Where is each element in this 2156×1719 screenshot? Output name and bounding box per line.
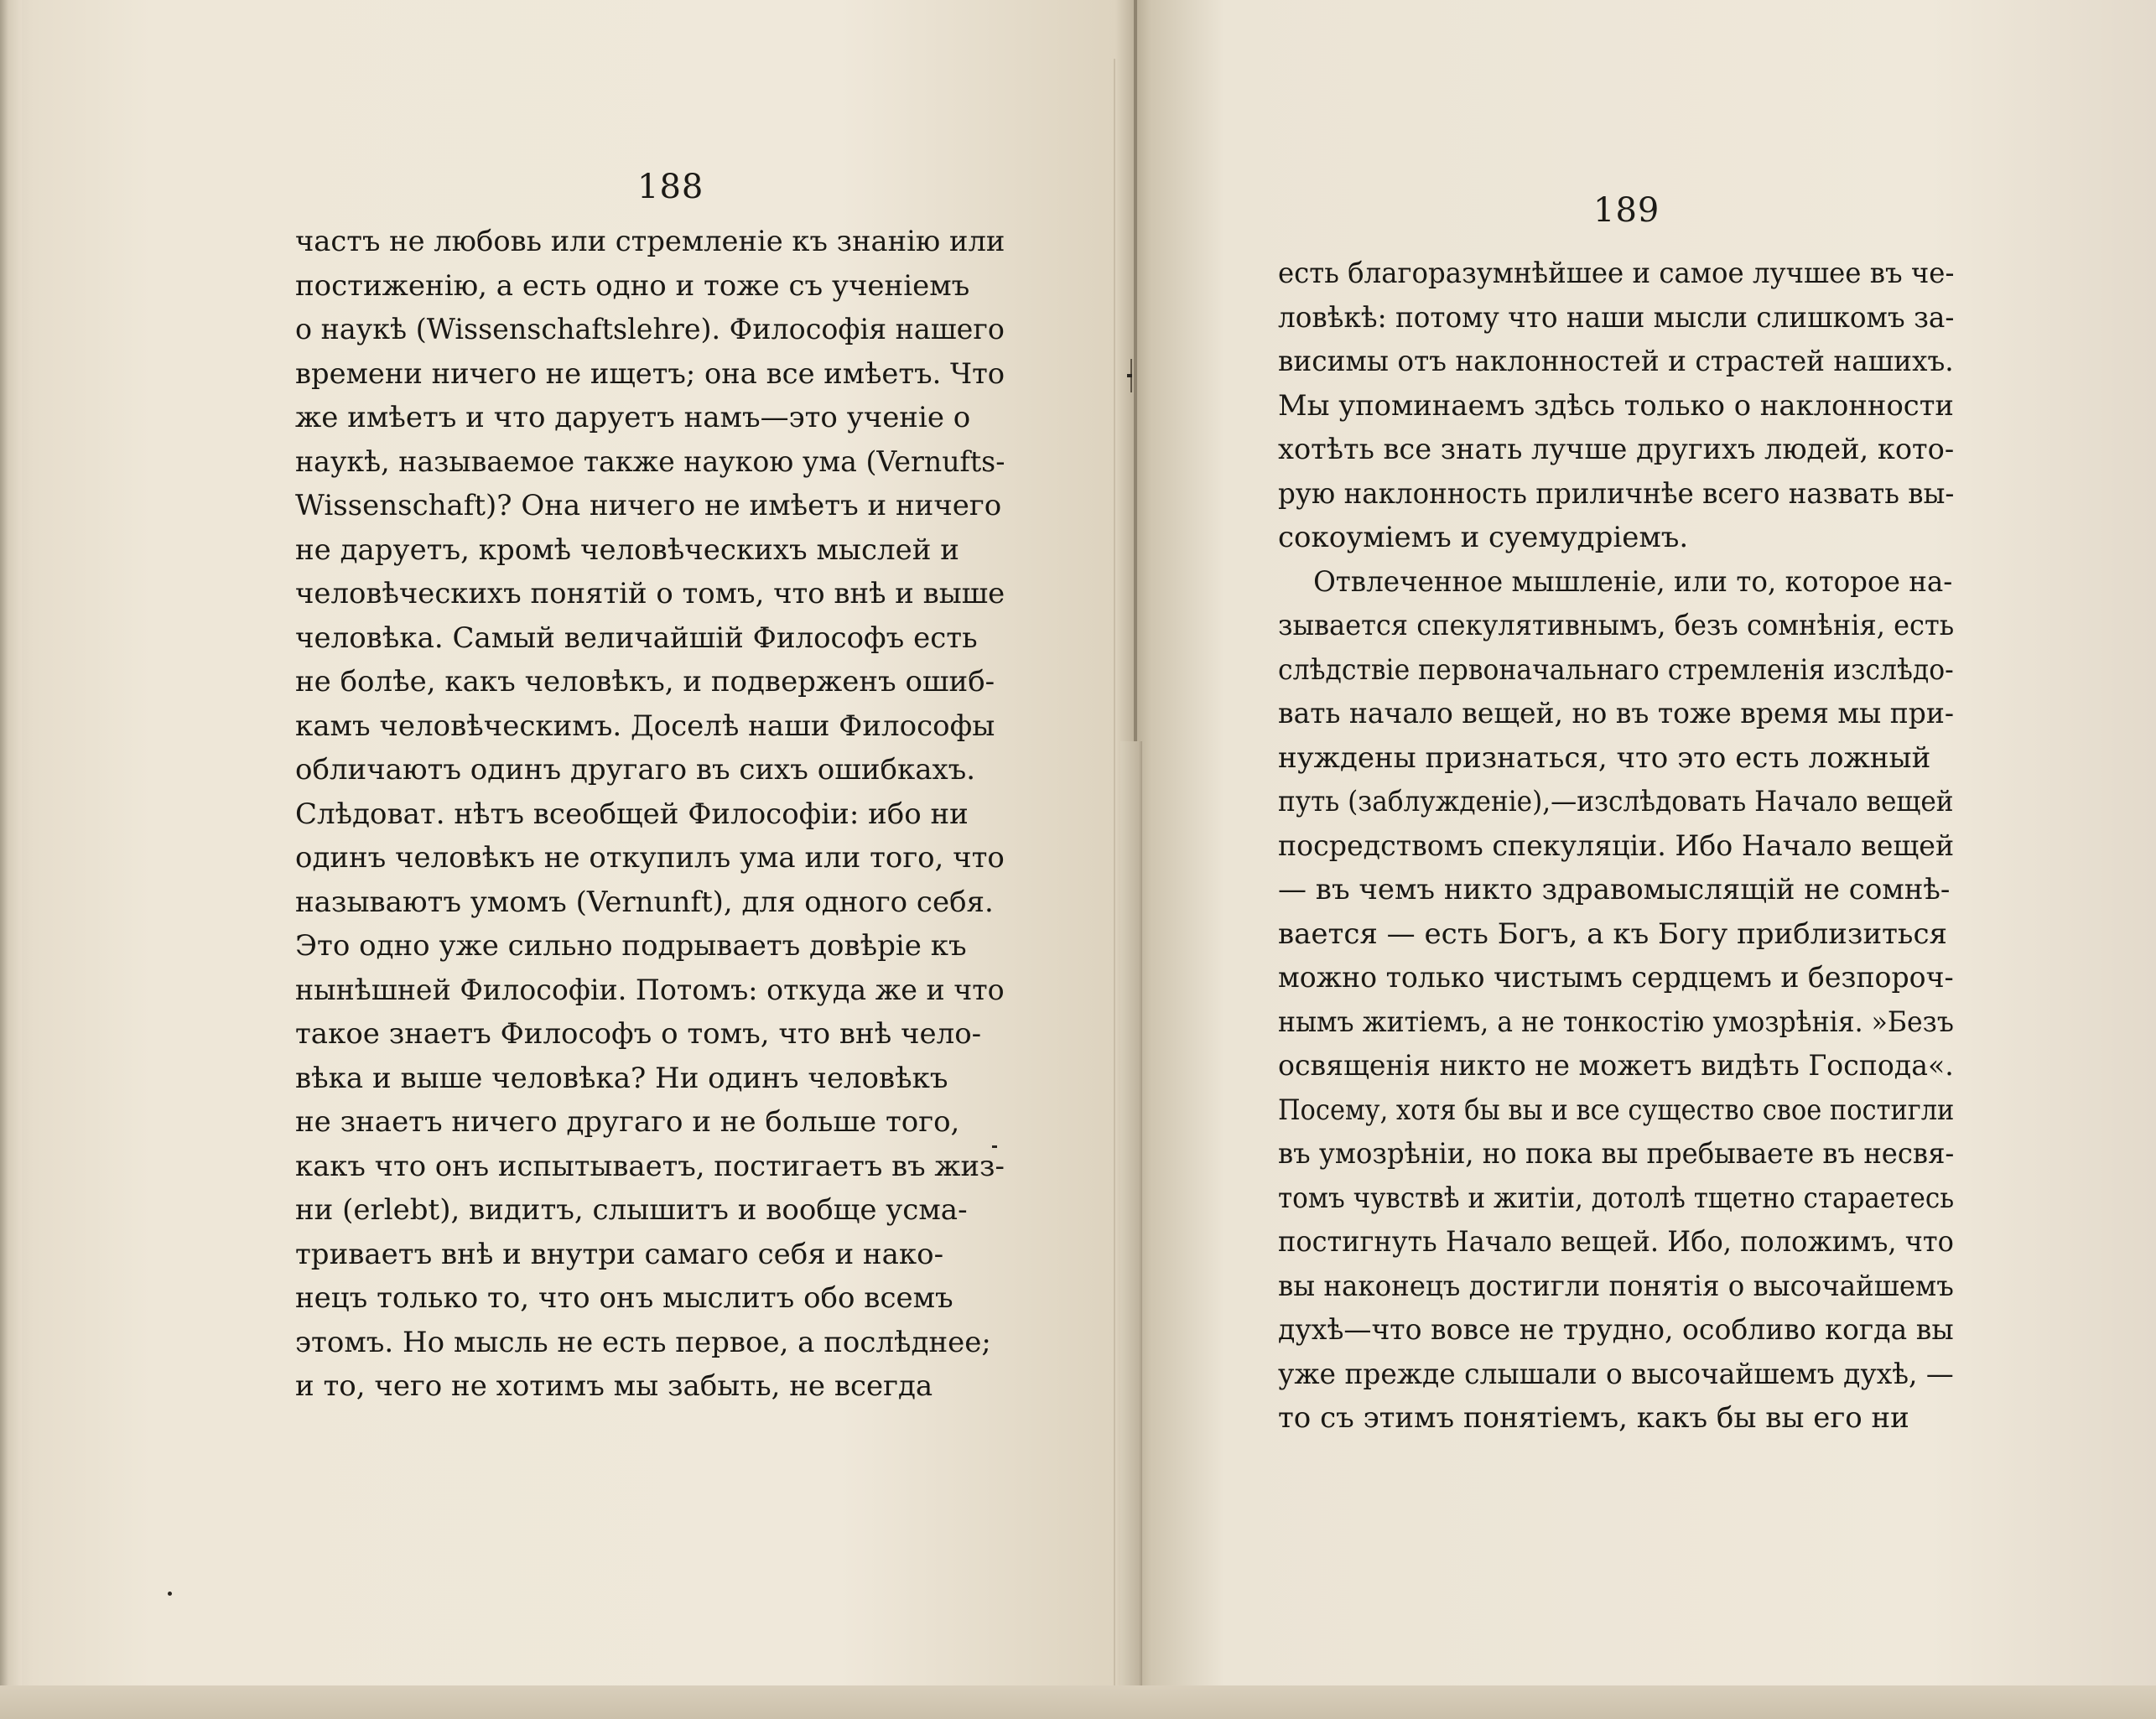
text-line: времени ничего не ищетъ; она все имѣетъ. Что xyxy=(295,356,1005,391)
text-line: нуждены признаться, что это есть ложный xyxy=(1278,740,1931,775)
text-line: постиженію, а есть одно и тоже съ ученіемъ xyxy=(295,268,970,303)
text-line: Wissenschaft)? Она ничего не имѣетъ и ничего xyxy=(295,489,1002,522)
text-line: вается — есть Богъ, а къ Богу приблизиться xyxy=(1278,917,1947,951)
text-line: человѣческихъ понятій о томъ, что внѣ и выше xyxy=(295,577,1005,610)
text-line: посредствомъ спекуляціи. Ибо Начало вещей xyxy=(1278,828,1955,863)
text-line: не знаетъ ничего другаго и не больше того, xyxy=(295,1105,960,1139)
text-line: о наукѣ (Wissenschaftslehre). Философія нашего xyxy=(295,313,1005,346)
text-line: висимы отъ наклонностей и страстей нашихъ. xyxy=(1278,345,1954,378)
text-line: наукѣ, называемое также наукою ума (Vernufts- xyxy=(295,444,1005,479)
text-line: и то, чего не хотимъ мы забыть, не всегда xyxy=(295,1369,933,1403)
text-line: освященія никто не можетъ видѣть Господа«. xyxy=(1278,1049,1954,1083)
left-page-text xyxy=(295,220,1005,1409)
text-line: не даруетъ, кромѣ человѣческихъ мыслей и xyxy=(295,532,959,567)
page-number-left: 188 xyxy=(637,168,704,206)
text-line: вать начало вещей, но въ тоже время мы при- xyxy=(1278,697,1954,730)
page-stack-edge xyxy=(0,0,22,1719)
right-page-text xyxy=(1278,252,1954,1441)
print-mark xyxy=(992,1145,997,1148)
text-line: камъ человѣческимъ. Доселѣ наши Философы xyxy=(295,709,995,743)
text-line: Это одно уже сильно подрываетъ довѣріе къ xyxy=(295,929,967,963)
text-line: въ умозрѣніи, но пока вы пребываете въ несвя- xyxy=(1278,1137,1955,1171)
text-line: частъ не любовь или стремленіе къ знанію или xyxy=(295,225,1005,258)
print-mark xyxy=(1127,374,1132,377)
text-line: есть благоразумнѣйшее и самое лучшее въ че- xyxy=(1278,257,1955,290)
print-dot xyxy=(168,1592,172,1596)
text-line: такое знаетъ Философъ о томъ, что внѣ чело- xyxy=(295,1017,982,1051)
text-line: Слѣдоват. нѣтъ всеобщей Философіи: ибо ни xyxy=(295,797,969,831)
text-line: нымъ житіемъ, а не тонкостію умозрѣнія. »Безъ xyxy=(1278,1005,1954,1039)
text-line: томъ чувствѣ и житіи, дотолѣ тщетно стараетесь xyxy=(1278,1181,1955,1215)
text-line: обличаютъ одинъ другаго въ сихъ ошибкахъ. xyxy=(295,753,976,787)
text-line: Мы упоминаемъ здѣсь только о наклонности xyxy=(1278,388,1954,423)
text-line: вѣка и выше человѣка? Ни одинъ человѣкъ xyxy=(295,1061,948,1095)
text-line: же имѣетъ и что даруетъ намъ—это ученіе о xyxy=(295,401,971,434)
left-page-fold xyxy=(1100,59,1115,1685)
text-line: хотѣть все знать лучше другихъ людей, кото- xyxy=(1278,433,1955,466)
text-line: духѣ—что вовсе не трудно, особливо когда вы xyxy=(1278,1313,1954,1347)
text-line: путь (заблужденіе),—изслѣдовать Начало вещей xyxy=(1278,785,1954,818)
text-line: триваетъ внѣ и внутри самаго себя и нако- xyxy=(295,1237,944,1271)
text-line: ни (erlebt), видитъ, слышитъ и вообще усма- xyxy=(295,1193,968,1227)
text-line: человѣка. Самый величайшій Философъ есть xyxy=(295,621,978,655)
text-line: какъ что онъ испытываетъ, постигаетъ въ жиз- xyxy=(295,1149,1005,1183)
text-line: ловѣкѣ: потому что наши мысли слишкомъ за- xyxy=(1278,300,1955,335)
text-line: постигнуть Начало вещей. Ибо, положимъ, что xyxy=(1278,1225,1954,1259)
text-line: можно только чистымъ сердцемъ и безпороч- xyxy=(1278,961,1954,995)
text-line: называютъ умомъ (Vernunft), для одного себя. xyxy=(295,885,994,919)
text-line: слѣдствіе первоначальнаго стремленія изслѣдо- xyxy=(1278,652,1954,687)
text-line: то съ этимъ понятіемъ, какъ бы вы его ни xyxy=(1278,1401,1909,1435)
text-line: этомъ. Но мысль не есть первое, а послѣднее; xyxy=(295,1325,991,1359)
text-line: нецъ только то, что онъ мыслитъ обо всемъ xyxy=(295,1281,953,1315)
text-line: не болѣе, какъ человѣкъ, и подверженъ ошиб- xyxy=(295,665,995,699)
text-line: Отвлеченное мышленіе, или то, которое на- xyxy=(1313,564,1953,599)
text-line: уже прежде слышали о высочайшемъ духѣ, — xyxy=(1278,1357,1954,1391)
text-line: Посему, хотя бы вы и все существо свое постигли xyxy=(1278,1093,1955,1127)
text-line: нынѣшней Философіи. Потомъ: откуда же и что xyxy=(295,973,1005,1007)
page-bottom-edge xyxy=(0,1685,2156,1719)
text-line: рую наклонность приличнѣе всего назвать вы- xyxy=(1278,476,1955,511)
text-line: одинъ человѣкъ не откупилъ ума или того, что xyxy=(295,841,1005,875)
text-line: сокоуміемъ и суемудріемъ. xyxy=(1278,521,1689,554)
gutter-shadow xyxy=(1120,741,1142,1719)
text-line: зывается спекулятивнымъ, безъ сомнѣнія, есть xyxy=(1278,609,1955,642)
text-line: вы наконецъ достигли понятія о высочайшемъ xyxy=(1278,1269,1954,1303)
text-line: — въ чемъ никто здравомыслящій не сомнѣ- xyxy=(1278,873,1951,906)
page-number-right: 189 xyxy=(1593,191,1660,230)
